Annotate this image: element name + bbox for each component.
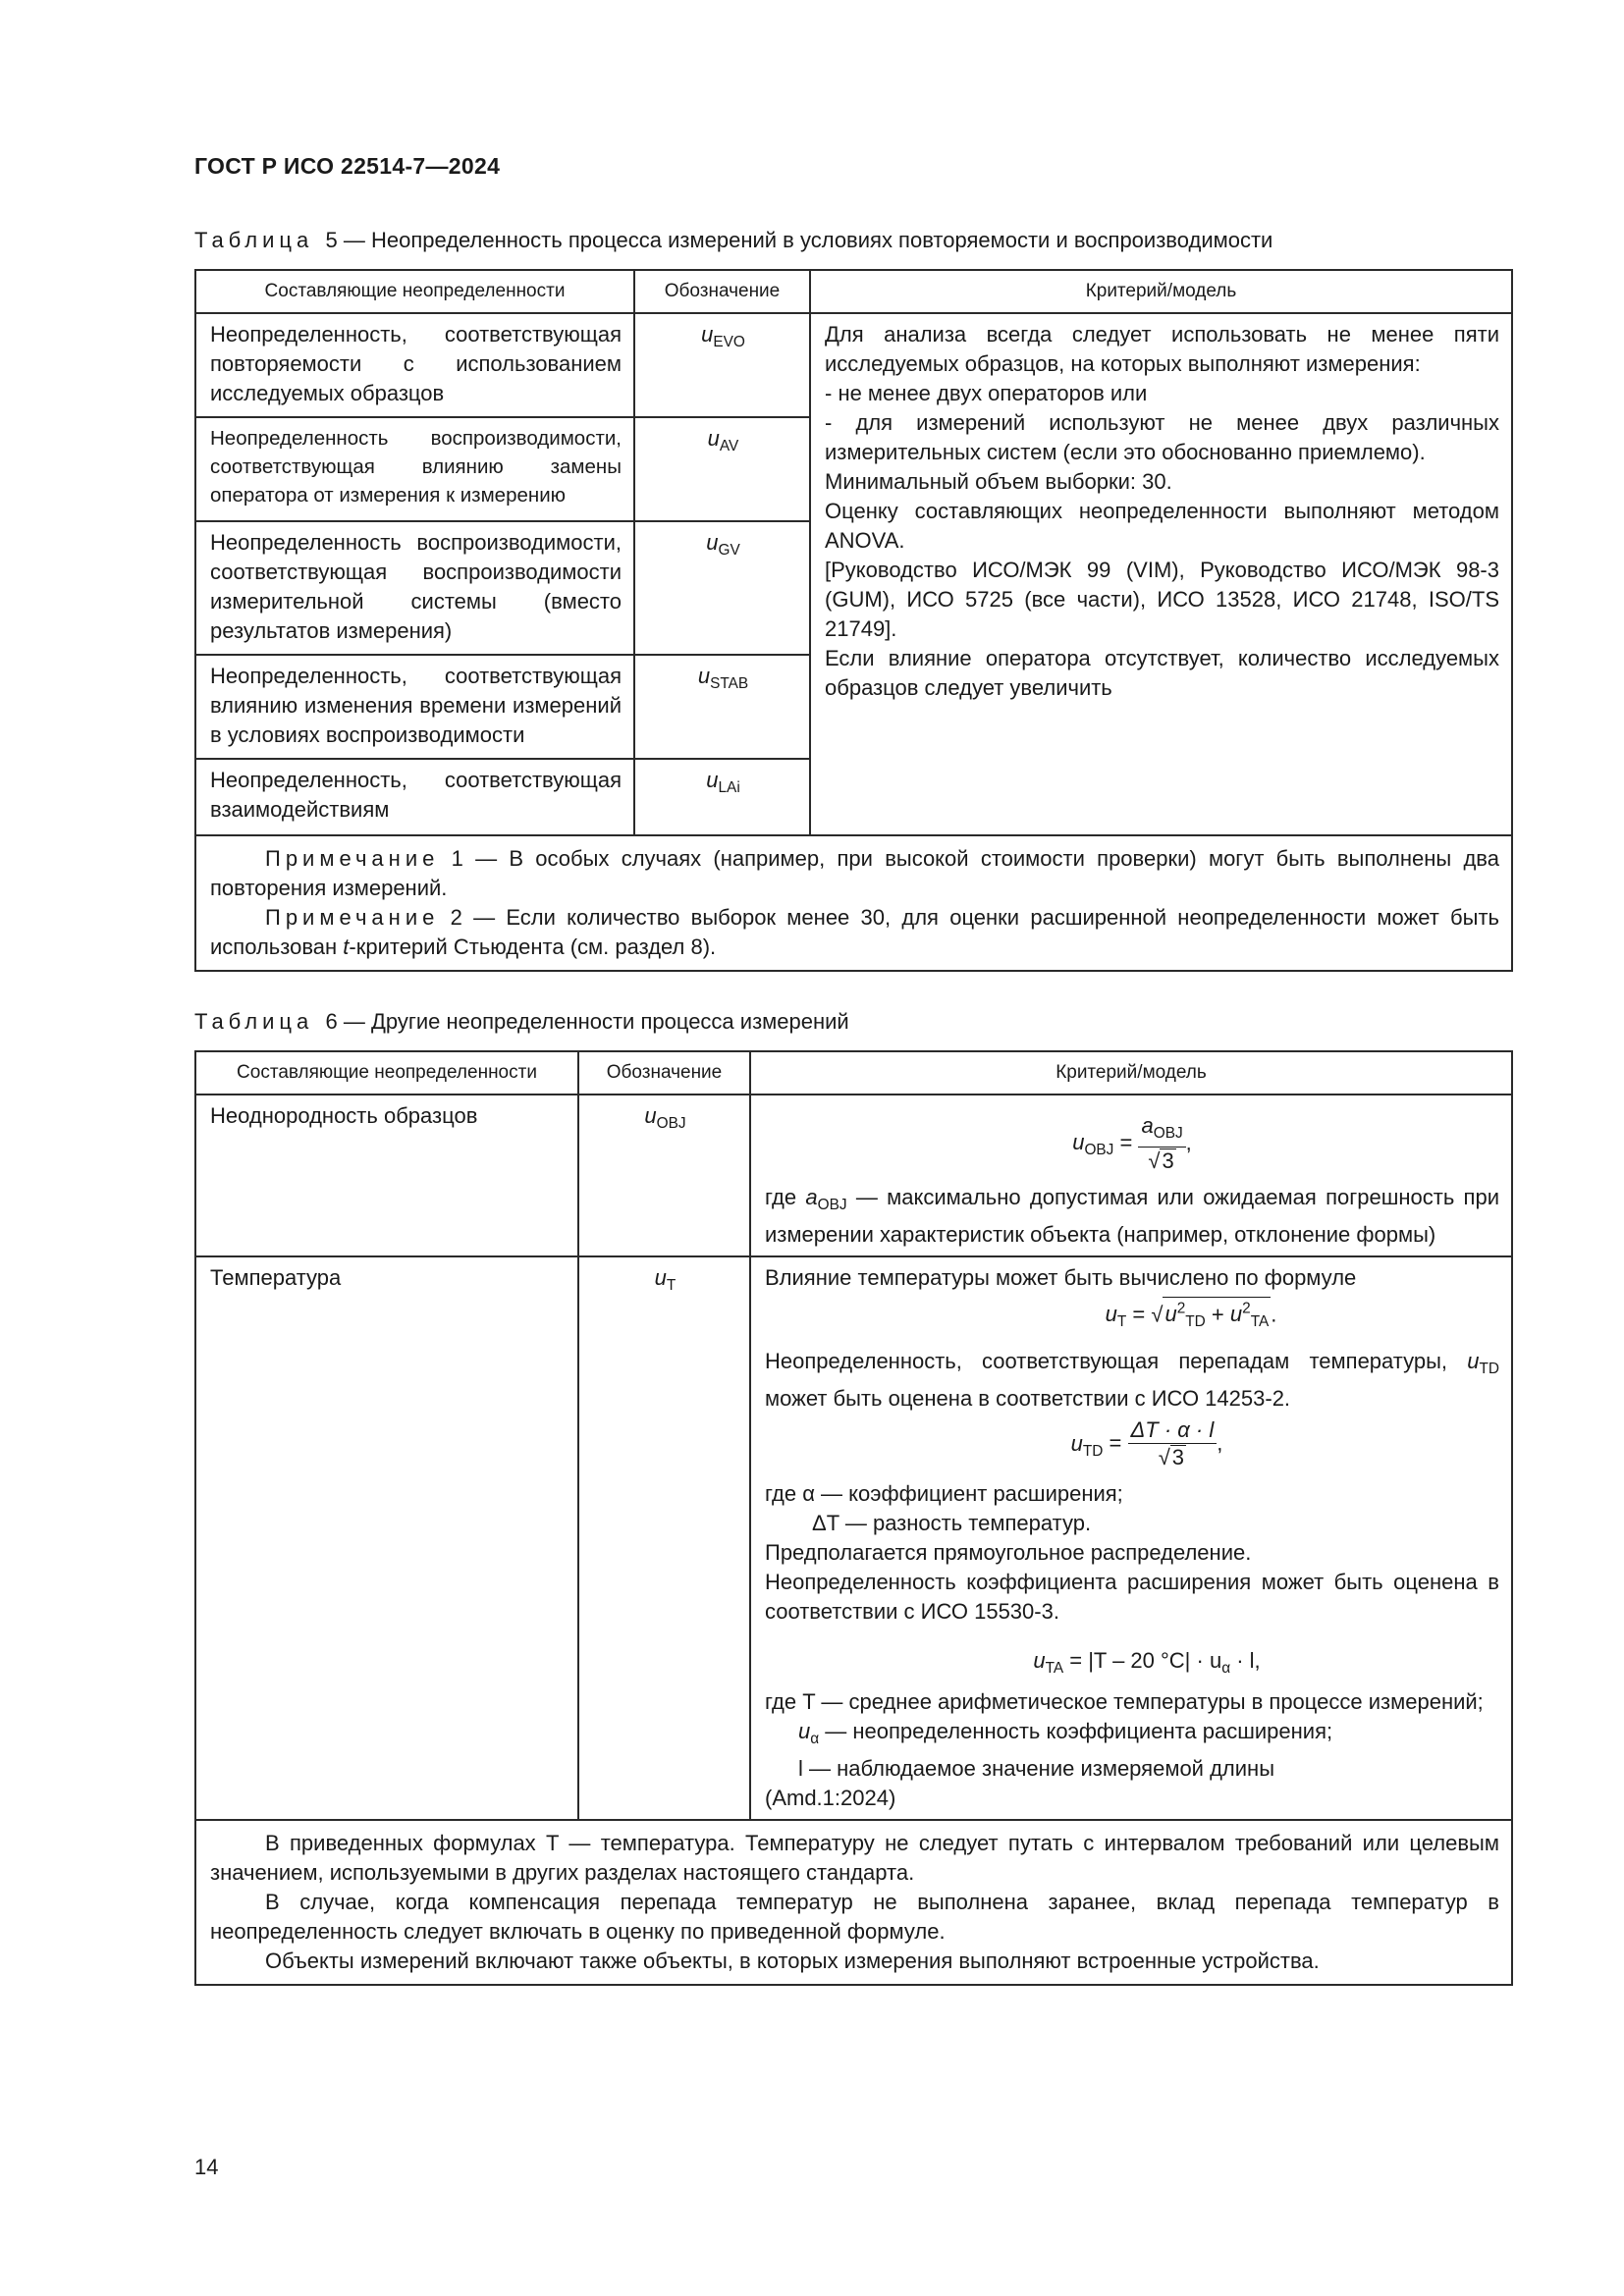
criteria-line: Минимальный объем выборки: 30. <box>825 469 1172 494</box>
table5-col-symbol: Обозначение <box>634 270 810 313</box>
symbol-cell: $u_{EVO}$ <box>634 313 810 417</box>
formula-uta: $u_{TA} = |T - 20$ $^\circ C| \cdot u_\alpha \cdot l$, <box>1033 1648 1261 1678</box>
component-cell: Температура <box>195 1256 578 1820</box>
table5-header-row <box>195 270 1512 313</box>
table6-col-criteria: Критерий/модель <box>750 1051 1512 1095</box>
amendment: (Amd.1:2024) <box>765 1786 896 1811</box>
note-1: Примечание 1 — В особых случаях (например, при высокой стоимости проверки) могут быть выполнены два повторения измерений. <box>210 846 1499 900</box>
table5-notes-row <box>195 835 1512 971</box>
table6-footer-row <box>195 1820 1512 1985</box>
criteria-line: Для анализа всегда следует использовать не менее пяти исследуемых образцов, на которых выполняют измерения: <box>825 322 1499 376</box>
td-text: Неопределенность, соответствующая перепадам температуры, $u_{TD}$ может быть оценена в соответствии с ИСО 14253-2. <box>765 1349 1499 1412</box>
table6-footer-cell <box>195 1820 1512 1985</box>
footer-line: В приведенных формулах T — температура. Температуру не следует путать с интервалом требований или целевым значением, используемыми в других разделах настоящего стандарта. <box>210 1831 1499 1886</box>
table6-caption-text: 6 — Другие неопределенности процесса измерений <box>325 1009 849 1034</box>
symbol-cell: $u_T$ <box>578 1256 750 1820</box>
table6-header-row <box>195 1051 1512 1095</box>
formula-uobj: $u_{OBJ}$ = $\frac{a_{OBJ}}{√3}$ , <box>1072 1113 1192 1173</box>
temp-intro: Влияние температуры может быть вычислено по формуле <box>765 1265 1357 1290</box>
formula-utd: $u_{TD}$ = $\frac{\Delta T \cdot \alpha \cdot l}{√3}$ , <box>1070 1417 1223 1470</box>
table5-notes-cell <box>195 835 1512 971</box>
coef-text: Неопределенность коэффициента расширения может быть оценена в соответствии с ИСО 15530-3. <box>765 1570 1499 1625</box>
footer-line: Объекты измерений включают также объекты, в которых измерения выполняют встроенные устройства. <box>265 1949 1320 1974</box>
symbol-cell: $u_{LAi}$ <box>634 759 810 835</box>
footer-line: В случае, когда компенсация перепада температур не выполнена заранее, вклад перепада температур в неопределенность следует включать в оценку по приведенной формуле. <box>210 1890 1499 1945</box>
component-cell: Неопределенность воспроизводимости, соответствующая воспроизводимости измерительной системы (вместо результатов измерения) <box>195 521 634 655</box>
where-l: l — наблюдаемое значение измеряемой длины <box>798 1756 1275 1782</box>
criteria-cell <box>810 313 1512 835</box>
table-row <box>195 1095 1512 1256</box>
table5-col-component: Составляющие неопределенности <box>195 270 634 313</box>
formula-ut: $u_T = √u^2_{TD} + u^2_{TA}$. <box>765 1293 1499 1347</box>
symbol-cell: $u_{OBJ}$ <box>578 1095 750 1256</box>
component-cell: Неопределенность, соответствующая взаимодействиям <box>195 759 634 835</box>
table5 <box>194 269 1513 972</box>
document-header: ГОСТ Р ИСО 22514-7—2024 <box>194 153 501 179</box>
criteria-line: - не менее двух операторов или <box>825 381 1148 405</box>
table6-caption <box>194 1009 849 1035</box>
table6-col-symbol: Обозначение <box>578 1051 750 1095</box>
criteria-line: [Руководство ИСО/МЭК 99 (VIM), Руководство ИСО/МЭК 98-3 (GUM), ИСО 5725 (все части), ИСО 13528, ИСО 21748, ISO/TS 21749]. <box>825 558 1499 641</box>
component-cell: Неопределенность, соответствующая повторяемости с использованием исследуемых образцов <box>195 313 634 417</box>
page-number: 14 <box>194 2155 219 2179</box>
criteria-line: - для измерений используют не менее двух различных измерительных систем (если это обоснованно приемлемо). <box>825 410 1499 464</box>
note-2: Примечание 2 — Если количество выборок менее 30, для оценки расширенной неопределенности может быть использован t-критерий Стьюдента (см. раздел 8). <box>210 905 1500 959</box>
symbol-cell: $u_{STAB}$ <box>634 655 810 759</box>
table-row <box>195 1256 1512 1820</box>
obj-where-text: где $a_{OBJ}$ — максимально допустимая или ожидаемая погрешность при измерении характеристик объекта (например, отклонение формы) <box>765 1185 1499 1247</box>
rect-dist: Предполагается прямоугольное распределение. <box>765 1540 1252 1566</box>
table6-caption-prefix: Таблица <box>194 1009 314 1034</box>
criteria-line: Если влияние оператора отсутствует, количество исследуемых образцов следует увеличить <box>825 646 1499 700</box>
table5-col-criteria: Критерий/модель <box>810 270 1512 313</box>
table-row <box>195 313 1512 417</box>
criteria-cell <box>750 1095 1512 1256</box>
table5-caption-prefix: Таблица <box>194 228 314 252</box>
component-cell: Неопределенность воспроизводимости, соответствующая влиянию замены оператора от измерения к измерению <box>195 417 634 521</box>
symbol-cell: $u_{AV}$ <box>634 417 810 521</box>
table5-caption <box>194 228 1272 253</box>
table6-col-component: Составляющие неопределенности <box>195 1051 578 1095</box>
where-t: где T — среднее арифметическое температуры в процессе измерений; <box>765 1689 1484 1715</box>
criteria-cell <box>750 1256 1512 1820</box>
where-ua: $u_\alpha$ — неопределенность коэффициента расширения; <box>798 1719 1333 1748</box>
table5-caption-text: 5 — Неопределенность процесса измерений в условиях повторяемости и воспроизводимости <box>325 228 1273 252</box>
component-cell: Неопределенность, соответствующая влиянию изменения времени измерений в условиях воспроизводимости <box>195 655 634 759</box>
table6 <box>194 1050 1513 1986</box>
where-delta-t: ΔT — разность температур. <box>812 1511 1092 1536</box>
where-alpha: где α — коэффициент расширения; <box>765 1481 1123 1507</box>
component-cell: Неоднородность образцов <box>195 1095 578 1256</box>
criteria-line: Оценку составляющих неопределенности выполняют методом ANOVA. <box>825 499 1499 553</box>
symbol-cell: $u_{GV}$ <box>634 521 810 655</box>
